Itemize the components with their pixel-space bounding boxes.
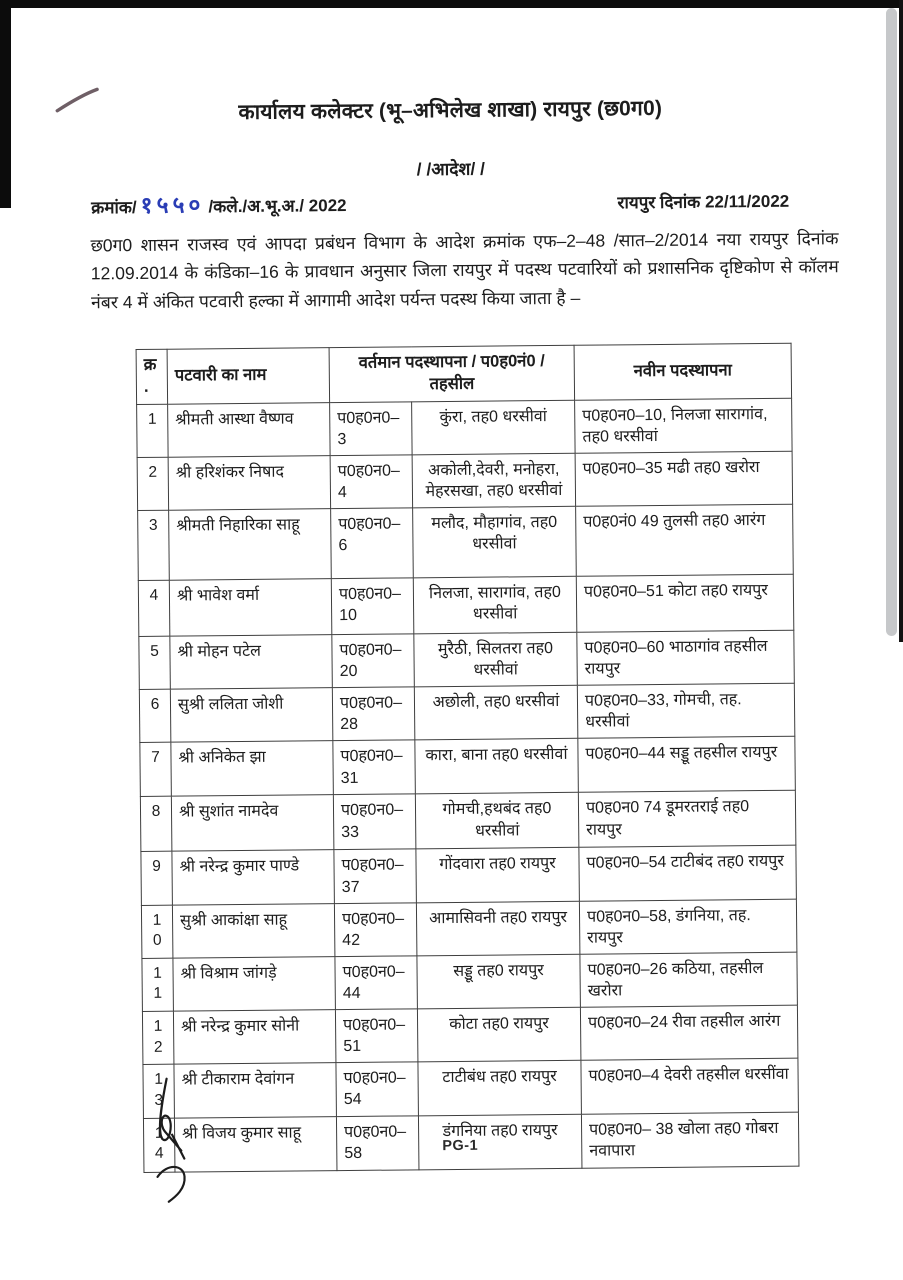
table-row xyxy=(140,791,796,852)
current-place: सड्डू तह0 रायपुर xyxy=(417,954,581,1009)
place-and-date: रायपुर दिनांक 22/11/2022 xyxy=(617,191,790,213)
row-serial: 1 xyxy=(137,404,169,458)
new-posting: प0ह0न0–35 मढी तह0 खरोरा xyxy=(575,451,793,506)
new-posting: प0ह0न0–10, निलजा सारागांव, तह0 धरसीवां xyxy=(575,398,793,453)
patwari-name: श्री मोहन पटेल xyxy=(170,635,333,690)
current-place: टाटीबंध तह0 रायपुर xyxy=(418,1061,582,1116)
reference-line xyxy=(91,180,789,219)
row-serial: 7 xyxy=(140,743,172,797)
current-place: गोंदवारा तह0 रायपुर xyxy=(416,848,580,903)
current-halka-number: प0ह0न0–31 xyxy=(333,740,416,795)
new-posting: प0ह0न0– 38 खोला तह0 गोबरा नवापारा xyxy=(581,1112,799,1168)
new-posting: प0ह0न0 74 डूमरतराई तह0 रायपुर xyxy=(578,791,796,848)
current-halka-number: प0ह0न0–37 xyxy=(334,849,417,903)
row-serial: 5 xyxy=(139,636,171,690)
patwari-name: श्रीमती आस्था वैष्णव xyxy=(168,402,331,457)
new-posting: प0ह0न0–4 देवरी तहसील धरसींवा xyxy=(581,1058,799,1113)
patwari-name: श्री नरेन्द्र कुमार सोनी xyxy=(173,1010,336,1065)
current-halka-number: प0ह0न0–58 xyxy=(336,1115,419,1170)
patwari-name: श्री अनिकेत झा xyxy=(171,741,334,797)
row-serial: 14 xyxy=(143,1118,175,1172)
current-place: कारा, बाना तह0 धरसीवां xyxy=(415,739,579,795)
current-halka-number: प0ह0न0–54 xyxy=(336,1062,419,1116)
row-serial: 12 xyxy=(142,1011,174,1065)
current-place: आमासिवनी तह0 रायपुर xyxy=(416,901,580,956)
current-halka-number: प0ह0न0–3 xyxy=(330,401,413,455)
reference-number xyxy=(91,184,347,218)
page-number-label: PG-1 xyxy=(442,1137,479,1155)
table-body xyxy=(137,398,799,1172)
order-heading: / /आदेश/ / xyxy=(416,158,486,180)
current-place: अछोली, तह0 धरसीवां xyxy=(414,685,578,740)
current-place: मलौद, मौहागांव, तह0 धरसीवां xyxy=(413,506,577,578)
current-place: मुरैठी, सिलतरा तह0 धरसीवां xyxy=(414,632,578,687)
patwari-name: श्री नरेन्द्र कुमार पाण्डे xyxy=(172,850,335,905)
new-posting: प0ह0न0–60 भाठागांव तहसील रायपुर xyxy=(577,630,795,685)
patwari-name: सुश्री ललिता जोशी xyxy=(170,688,333,743)
current-place: अकोली,देवरी, मनोहरा, मेहरसखा, तह0 धरसीवां xyxy=(412,453,576,508)
row-serial: 4 xyxy=(138,580,170,636)
order-body-text: छ0ग0 शासन राजस्व एवं आपदा प्रबंधन विभाग के आदेश क्रमांक एफ–2–48 /सात–2/2014 नया रायपुर दिनांक 12.09.2014 के कंडिका–16 के प्रावधान अनुसार जिला रायपुर में पदस्थ पटवारियों को प्रशासनिक दृष्टिकोण से कॉलम नंबर 4 में अंकित पटवारी हल्का में आगामी आदेश पर्यन्त पदस्थ किया जाता है – xyxy=(90,228,839,313)
current-halka-number: प0ह0न0–4 xyxy=(330,455,413,509)
current-halka-number: प0ह0न0–6 xyxy=(331,508,414,579)
table-row xyxy=(140,737,796,797)
row-serial: 3 xyxy=(138,510,170,580)
row-serial: 2 xyxy=(137,457,169,511)
current-halka-number: प0ह0न0–20 xyxy=(332,634,415,688)
current-halka-number: प0ह0न0–10 xyxy=(331,578,414,635)
new-posting: प0ह0न0–44 सड्डू तहसील रायपुर xyxy=(578,737,796,793)
reference-suffix: /कले./अ.भू.अ./ 2022 xyxy=(208,195,347,217)
current-halka-number: प0ह0न0–44 xyxy=(335,956,418,1010)
office-title: कार्यालय कलेक्टर (भू–अभिलेख शाखा) रायपुर (छ0ग0) xyxy=(238,96,663,125)
table-row xyxy=(141,846,796,906)
current-halka-number: प0ह0न0–42 xyxy=(334,902,417,956)
patwari-name: श्री विजय कुमार साहू xyxy=(174,1116,337,1172)
table-row xyxy=(142,952,797,1012)
patwari-name: श्री भावेश वर्मा xyxy=(169,579,332,637)
row-serial: 11 xyxy=(142,958,174,1012)
new-posting: प0ह0न0–24 रीवा तहसील आरंग xyxy=(580,1005,798,1060)
new-posting: प0ह0न0–54 टाटीबंद तह0 रायपुर xyxy=(579,846,797,901)
table-row xyxy=(141,899,796,959)
new-posting: प0ह0न0–51 कोटा तह0 रायपुर xyxy=(576,574,794,632)
header-new-posting: नवीन पदस्थापना xyxy=(574,343,792,400)
table-row xyxy=(143,1058,798,1118)
current-place: डंगनिया तह0 रायपुर xyxy=(418,1114,582,1170)
table-row xyxy=(142,1005,797,1065)
new-posting: प0ह0न0–26 कठिया, तहसील खरोरा xyxy=(580,952,798,1007)
table-header-row xyxy=(136,343,792,404)
current-place: कुंरा, तह0 धरसीवां xyxy=(412,400,576,455)
current-place: गोमची,हथबंद तह0 धरसीवां xyxy=(415,793,579,850)
patwari-name: श्री टीकाराम देवांगन xyxy=(174,1063,337,1118)
table-row xyxy=(139,630,794,690)
current-halka-number: प0ह0न0–33 xyxy=(333,794,416,850)
row-serial: 9 xyxy=(141,852,173,906)
reference-prefix: क्रमांक/ xyxy=(91,197,137,218)
header-current-posting: वर्तमान पदस्थापना / प0ह0नं0 / तहसील xyxy=(329,345,575,402)
new-posting: प0ह0न0–33, गोमची, तह. धरसीवां xyxy=(577,683,795,738)
header-patwari-name: पटवारी का नाम xyxy=(167,348,330,404)
patwari-name: सुश्री आकांक्षा साहू xyxy=(172,903,335,958)
table-row xyxy=(138,574,794,636)
current-place: कोटा तह0 रायपुर xyxy=(417,1007,581,1062)
table-row xyxy=(139,683,794,743)
row-serial: 10 xyxy=(141,905,173,959)
header-serial: क्र. xyxy=(136,349,168,404)
row-serial: 13 xyxy=(143,1064,175,1118)
row-serial: 6 xyxy=(139,689,171,743)
patwari-name: श्रीमती निहारिका साहू xyxy=(169,509,332,581)
current-halka-number: प0ह0न0–28 xyxy=(332,687,415,741)
current-halka-number: प0ह0न0–51 xyxy=(335,1009,418,1063)
patwari-name: श्री हरिशंकर निषाद xyxy=(168,455,331,510)
row-serial: 8 xyxy=(140,797,172,852)
current-place: निलजा, सारागांव, तह0 धरसीवां xyxy=(413,576,577,634)
patwari-name: श्री सुशांत नामदेव xyxy=(171,795,334,852)
handwritten-order-number: १५५० xyxy=(140,191,205,219)
table-row xyxy=(137,451,792,511)
new-posting: प0ह0न0–58, डंगनिया, तह. रायपुर xyxy=(579,899,797,954)
table-row xyxy=(137,398,792,458)
table-row xyxy=(138,504,794,580)
new-posting: प0ह0नं0 49 तुलसी तह0 आरंग xyxy=(576,504,794,576)
posting-table xyxy=(136,343,800,1173)
patwari-name: श्री विश्राम जांगड़े xyxy=(173,956,336,1011)
